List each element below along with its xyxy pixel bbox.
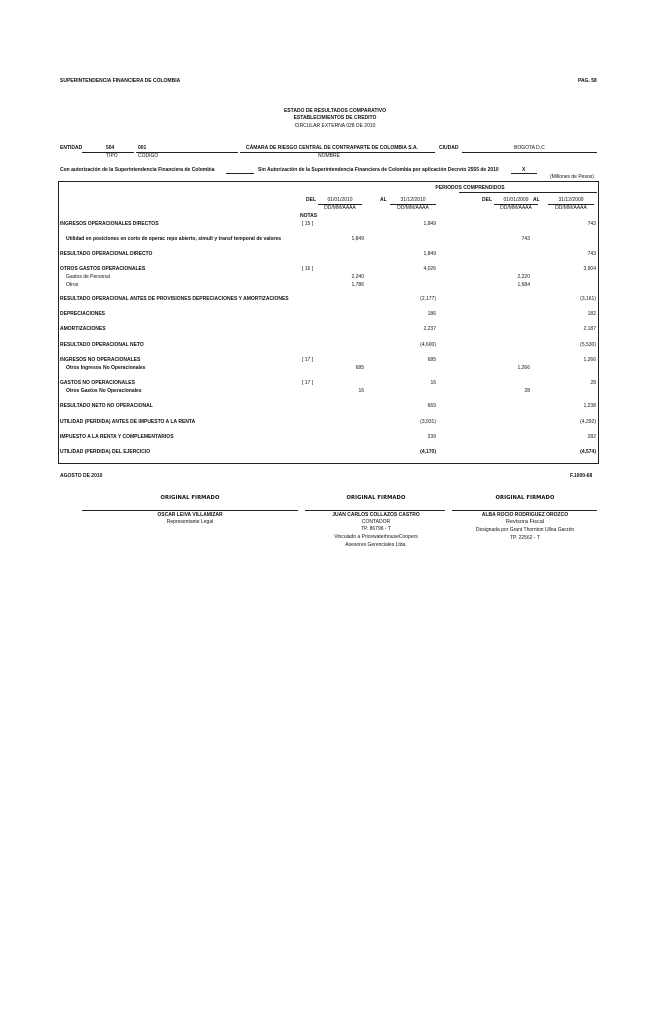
- row-subtotal-2010: 2,240: [351, 274, 364, 280]
- row-label: Otros: [66, 282, 79, 288]
- report-title: ESTADO DE RESULTADOS COMPARATIVO: [283, 108, 387, 114]
- row-total-2009: (4,574): [580, 449, 596, 455]
- entity-codigo: 001: [138, 145, 147, 151]
- row-total-2009: 743: [587, 251, 596, 257]
- page-number: PAG. 58: [578, 78, 597, 84]
- row-label: RESULTADO OPERACIONAL ANTES DE PROVISIONES DEPRECIACIONES Y AMORTIZACIONES: [60, 296, 289, 302]
- row-total-2010: 685: [427, 357, 436, 363]
- p2-from-date: 01/01/2009: [503, 197, 529, 203]
- p1-from-format: DD/MM/AAAA: [324, 205, 356, 211]
- row-nota: [ 17 ]: [302, 380, 314, 386]
- authorization-with-blank: [226, 173, 254, 174]
- row-total-2009: 182: [587, 311, 596, 317]
- row-total-2010: 186: [427, 311, 436, 317]
- p2-del-label: DEL: [482, 197, 492, 203]
- row-nota: [ 17 ]: [302, 357, 314, 363]
- p2-to-date: 31/12/2009: [558, 197, 584, 203]
- row-total-2010: (3,931): [420, 419, 436, 425]
- signer-role-legal-rep: Representante Legal: [166, 519, 214, 525]
- row-subtotal-2010: 16: [358, 388, 364, 394]
- row-total-2010: 16: [430, 380, 436, 386]
- p2-to-format: DD/MM/AAAA: [555, 205, 587, 211]
- row-label: Otros Gastos No Operacionales: [66, 388, 142, 394]
- p1-from-date: 01/01/2010: [327, 197, 353, 203]
- signer-role-accountant: CONTADOR: [361, 519, 391, 525]
- signer-designation-auditor: Designada por Grant Thornton Ulloa Garzón: [475, 527, 575, 533]
- row-nota: [ 16 ]: [302, 266, 314, 272]
- entity-tipo: 504: [106, 145, 115, 151]
- periods-divider: [459, 192, 597, 193]
- p2-from-format: DD/MM/AAAA: [500, 205, 532, 211]
- org-name: SUPERINTENDENCIA FINANCIERA DE COLOMBIA: [60, 78, 181, 84]
- row-subtotal-2009: 28: [524, 388, 530, 394]
- row-nota: [ 15 ]: [302, 221, 314, 227]
- row-total-2010: (4,170): [420, 449, 436, 455]
- tipo-caption: TIPO: [106, 153, 118, 159]
- row-total-2009: 1,266: [583, 357, 596, 363]
- form-code: F.1000-68: [570, 473, 593, 479]
- signer-tp-auditor: TP. 22562 - T: [510, 535, 540, 541]
- row-total-2009: (5,530): [580, 342, 596, 348]
- row-label: IMPUESTO A LA RENTA Y COMPLEMENTARIOS: [60, 434, 174, 440]
- row-subtotal-2009: 743: [521, 236, 530, 242]
- entity-label: ENTIDAD: [60, 145, 83, 151]
- signature-line-accountant: [305, 510, 445, 511]
- row-label: GASTOS NO OPERACIONALES: [60, 380, 135, 386]
- signer-name-auditor: ALBA ROCIO RODRIGUEZ OROZCO: [481, 512, 569, 518]
- row-label: INGRESOS NO OPERACIONALES: [60, 357, 141, 363]
- row-total-2009: (4,292): [580, 419, 596, 425]
- row-subtotal-2009: 1,684: [517, 282, 530, 288]
- ciudad-underline: [462, 152, 597, 153]
- row-total-2009: 282: [587, 434, 596, 440]
- signature-stamp-accountant: ORIGINAL FIRMADO: [346, 495, 406, 501]
- row-label: DEPRECIACIONES: [60, 311, 106, 317]
- row-total-2010: 669: [427, 403, 436, 409]
- row-subtotal-2010: 1,849: [351, 236, 364, 242]
- signer-role-auditor: Revisora Fiscal: [505, 519, 545, 525]
- row-label: RESULTADO OPERACIONAL DIRECTO: [60, 251, 153, 257]
- row-total-2009: 28: [590, 380, 596, 386]
- row-label: OTROS GASTOS OPERACIONALES: [60, 266, 146, 272]
- row-total-2009: 1,238: [583, 403, 596, 409]
- units-label: (Millones de Pesos): [550, 174, 594, 180]
- row-total-2009: 743: [587, 221, 596, 227]
- signer-name-legal-rep: OSCAR LEIVA VILLAMIZAR: [157, 512, 223, 518]
- notas-label: NOTAS: [300, 213, 318, 219]
- row-total-2009: 3,904: [583, 266, 596, 272]
- row-subtotal-2009: 1,266: [517, 365, 530, 371]
- row-label: Otros Ingresos No Operacionales: [66, 365, 146, 371]
- signer-name-accountant: JUAN CARLOS COLLAZOS CASTRO: [332, 512, 420, 518]
- nombre-caption: NOMBRE: [318, 153, 340, 159]
- row-total-2010: 4,026: [423, 266, 436, 272]
- signature-stamp-legal-rep: ORIGINAL FIRMADO: [160, 495, 220, 501]
- p2-al-label: AL: [533, 197, 540, 203]
- p1-to-format: DD/MM/AAAA: [397, 205, 429, 211]
- row-subtotal-2009: 2,220: [517, 274, 530, 280]
- ciudad-label: CIUDAD: [439, 145, 459, 151]
- row-total-2010: 239: [427, 434, 436, 440]
- row-subtotal-2010: 1,786: [351, 282, 364, 288]
- codigo-caption: CODIGO: [138, 153, 159, 159]
- row-label: INGRESOS OPERACIONALES DIRECTOS: [60, 221, 159, 227]
- row-total-2010: 1,849: [423, 251, 436, 257]
- report-circular: CIRCULAR EXTERNA 028 DE 2010: [294, 123, 376, 129]
- row-label: Utilidad en posiciones en corto de operac repo abierto, simult y transf temporal de valores: [66, 236, 282, 242]
- row-total-2009: 2,187: [583, 326, 596, 332]
- row-label: AMORTIZACIONES: [60, 326, 106, 332]
- row-total-2010: 2,237: [423, 326, 436, 332]
- signature-stamp-auditor: ORIGINAL FIRMADO: [495, 495, 555, 501]
- signer-tp-accountant: TP. 86796 - T: [361, 526, 391, 532]
- report-subtitle: ESTABLECIMIENTOS DE CREDITO: [293, 115, 377, 121]
- signer-firm-accountant: Vinculado a PricewaterhouseCoopers: [334, 534, 418, 540]
- authorization-mark-line: [511, 173, 537, 174]
- row-subtotal-2010: 685: [355, 365, 364, 371]
- authorization-without: Sin Autorización de la Superintendencia Financiera de Colombia por aplicación Decreto 2555 de 2010: [258, 167, 499, 173]
- signer-firm2-accountant: Asesores Gerenciales Ltda.: [345, 542, 407, 548]
- row-total-2010: (2,177): [420, 296, 436, 302]
- row-label: Gastos de Personal: [66, 274, 110, 280]
- authorization-with: Con autorización de la Superintendencia Financiera de Colombia: [60, 167, 215, 173]
- signature-line-auditor: [452, 510, 597, 511]
- row-total-2010: (4,600): [420, 342, 436, 348]
- p1-al-label: AL: [380, 197, 387, 203]
- row-total-2009: (3,161): [580, 296, 596, 302]
- periods-heading: PERIODOS COMPRENDIDOS: [435, 185, 505, 191]
- row-label: UTILIDAD (PERDIDA) DEL EJERCICIO: [60, 449, 151, 455]
- entity-nombre: CÁMARA DE RIESGO CENTRAL DE CONTRAPARTE DE COLOMBIA S.A.: [246, 145, 418, 151]
- row-label: RESULTADO NETO NO OPERACIONAL: [60, 403, 153, 409]
- p1-to-date: 31/12/2010: [400, 197, 426, 203]
- row-label: RESULTADO OPERACIONAL NETO: [60, 342, 144, 348]
- p1-del-label: DEL: [306, 197, 316, 203]
- ciudad-value: BOGOTA D.C: [514, 145, 545, 151]
- authorization-mark: X: [522, 167, 526, 173]
- signature-line-legal-rep: [82, 510, 298, 511]
- report-date: AGOSTO DE 2010: [60, 473, 103, 479]
- row-total-2010: 1,849: [423, 221, 436, 227]
- row-label: UTILIDAD (PERDIDA) ANTES DE IMPUESTO A LA RENTA: [60, 419, 196, 425]
